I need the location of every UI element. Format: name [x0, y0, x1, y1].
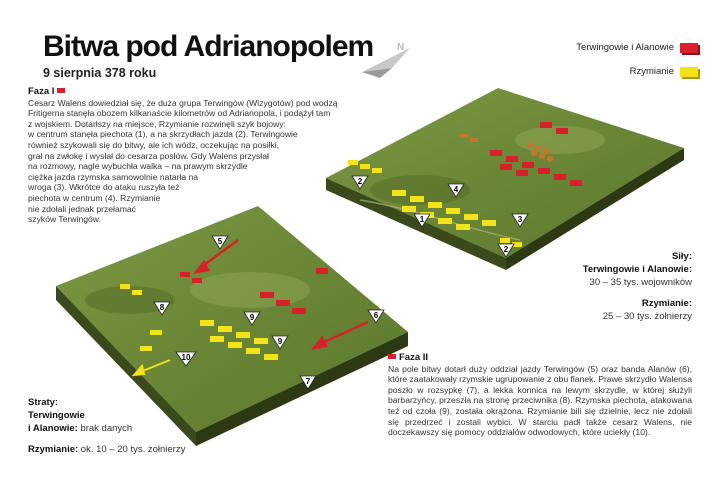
forces-goths-label: Terwingowie i Alanowie:	[582, 264, 692, 275]
svg-text:N: N	[397, 42, 405, 53]
legend-label-romans: Rzymianie	[629, 66, 674, 77]
svg-text:9: 9	[277, 337, 283, 346]
phase-1-line: ciężka jazda rzymska samowolnie natarła na	[28, 171, 199, 182]
phase-1-line: na rozmowy, nagle wybuchła walka – na prawym skrzydle	[28, 161, 248, 172]
svg-text:2: 2	[357, 177, 363, 186]
svg-text:10: 10	[181, 353, 191, 362]
phase-2-text: Na pole bitwy dotarł duży oddział jazdy Terwingów (5) oraz banda Alanów (6), które zaatakowały rzymskie ugrupowanie z obu flanek. Prawe skrzydło Walensa poszło w rozsypkę (7), a lekka konnica na lewym skrzydle, w której służyli barbarzyńcy, przeszła na stronę przeciwnika (8). Rzymska piechota, atakowana też od czoła (9), została okrążona. Rzymianie bili się dzielnie, lecz nie zdołali się przedrzeć i zostali wybici. W starciu padł także cesarz Walens, nie doczekawszy się pomocy oddziałów odwodowych, które uciekły (10).	[388, 363, 692, 438]
forces-romans-label: Rzymianie:	[641, 298, 692, 309]
losses-goths-value: brak danych	[77, 423, 133, 434]
svg-text:1: 1	[419, 215, 425, 224]
svg-text:5: 5	[217, 237, 223, 246]
phase-2-description	[388, 352, 692, 438]
phase-1-line: w centrum stanęła piechota (1), a na skrzydłach jazda (2). Terwingowie	[28, 129, 298, 140]
losses-box	[28, 396, 185, 456]
flag-icon	[388, 354, 396, 359]
losses-romans-value: ok. 10 – 20 tys. żołnierzy	[78, 444, 186, 455]
losses-romans-label: Rzymianie:	[28, 444, 79, 455]
phase-1-line: wroga (3). Wkrótce do ataku ruszyła też	[28, 182, 180, 193]
phase-2-heading: Faza II	[399, 352, 429, 363]
battle-date: 9 sierpnia 378 roku	[43, 66, 157, 80]
phase-1-line: piechota w centrum (4). Rzymianie	[28, 192, 161, 203]
losses-goths-line1: Terwingowie	[28, 410, 85, 421]
phase-1-line: Fritigerna stanęła obozem kilkanaście kilometrów od Adrianopola, i podążył tam	[28, 108, 331, 119]
svg-text:6: 6	[373, 311, 379, 320]
forces-goths-value: 30 – 35 tys. wojowników	[589, 277, 692, 288]
phase-1-heading: Faza I	[28, 86, 55, 97]
legend-label-goths: Terwingowie i Alanowie	[576, 42, 674, 53]
svg-text:9: 9	[249, 313, 255, 322]
svg-text:7: 7	[305, 377, 311, 386]
compass-north-icon	[362, 42, 410, 78]
phase-1-line: szyków Terwingów.	[28, 214, 101, 225]
page-title: Bitwa pod Adrianopolem	[43, 30, 374, 63]
svg-text:2: 2	[503, 245, 509, 254]
phase-1-line: z wojskiem. Dotarłszy na miejsce, Rzymianie rozwinęli szyk bojowy:	[28, 118, 286, 129]
phase-1-line: nie zdołali jednak przełamać	[28, 203, 136, 214]
svg-text:8: 8	[159, 303, 165, 312]
losses-goths-label: i Alanowie:	[28, 423, 78, 434]
forces-romans-value: 25 – 30 tys. żołnierzy	[602, 311, 692, 322]
svg-text:4: 4	[453, 185, 459, 194]
losses-heading: Straty:	[28, 397, 59, 408]
phase-1-line: grał na zwłokę i wysłał do cesarza posłów. Gdy Walens przysłał	[28, 150, 269, 161]
forces-box	[583, 250, 692, 323]
forces-heading: Siły:	[671, 251, 692, 262]
map-phase-1	[326, 88, 684, 270]
phase-1-line: Cesarz Walens dowiedział się, że duża grupa Terwingów (Wizygotów) pod wodzą	[28, 97, 338, 108]
phase-1-description	[28, 86, 358, 225]
svg-text:3: 3	[517, 215, 523, 224]
flag-icon	[57, 88, 65, 93]
phase-1-line: również szykowali się do bitwy, ale ich wódz, oczekując na posiłki,	[28, 139, 280, 150]
